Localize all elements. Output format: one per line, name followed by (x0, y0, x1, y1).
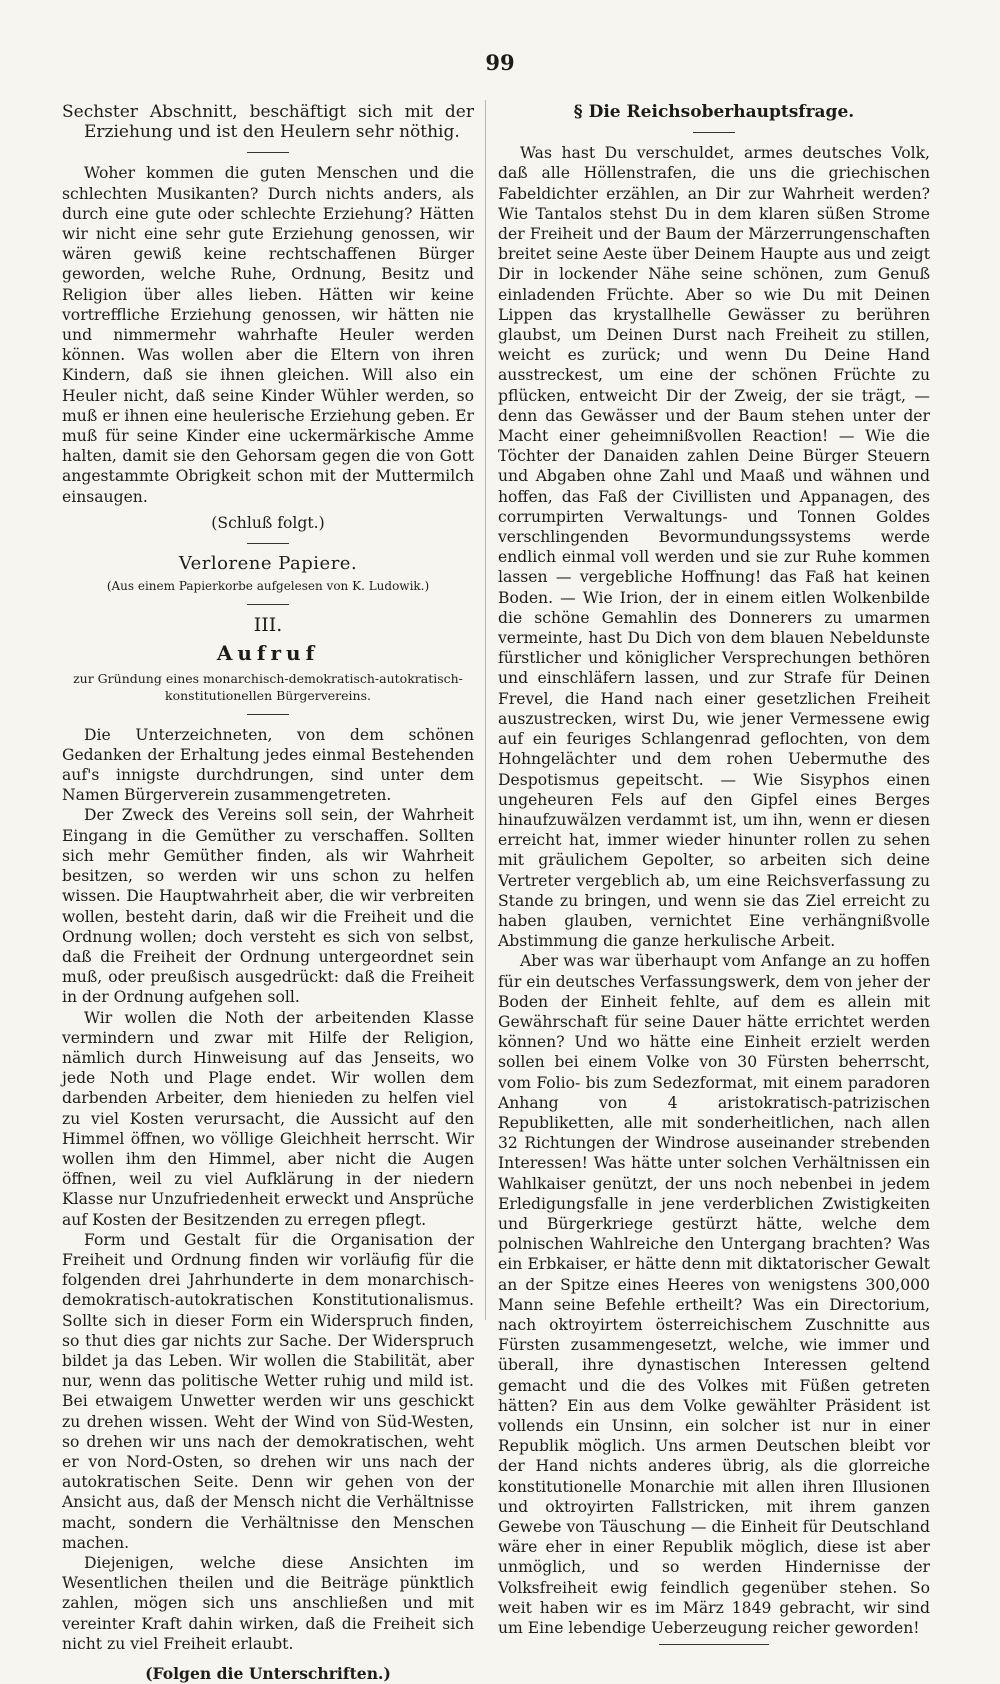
paragraph: Die Unterzeichneten, von dem schönen Gedanken der Erhaltung jedes einmal Bestehenden auf's innigste durchdrungen, sind unter dem Namen Bürgerverein zusammengetreten. (62, 725, 474, 805)
separator (247, 714, 289, 715)
separator (693, 132, 735, 133)
part-numeral: III. (253, 614, 283, 637)
column-divider (485, 100, 486, 1320)
lost-papers-source: (Aus einem Papierkorbe aufgelesen von K. Ludowik.) (106, 579, 430, 594)
end-rule (659, 1644, 769, 1645)
paragraph: Aber was war überhaupt vom Anfange an zu hoffen für ein deutsches Verfassungswerk, dem von jeher der Boden der Einheit fehlte, auf dem es allein mit Gewährschaft für seine Dauer hätte errichtet werden können? Und wo hätte eine Einheit erzielt werden sollen bei einem Volke von 30 Fürsten beherrscht, vom Folio- bis zum Sedezformat, mit einem paradoren Anhang von 4 aristokratisch-patrizischen Republiketten, alle mit sonderheitlichen, nach allen 32 Richtungen der Windrose auseinander strebenden Interessen! Was hätte unter solchen Verhältnissen ein Wahlkaiser genützt, der uns noch nebenbei in jedem Erledigungsfalle in jene verderblichen Zwistigkeiten und Bürgerkriege gestürzt hätte, welche dem polnischen Wahlreiche den Untergang brachten? Was ein Erbkaiser, er hätte denn mit diktatorischer Gewalt an der Spitze eines Heeres von wenigstens 300,000 Mann seine Befehle ertheilt? Was ein Directorium, nach oktroyirtem österreichischem Zuschnitte aus Fürsten zusammengesetzt, welche, wie immer und überall, ihre dynastischen Interessen geltend gemacht und die des Volkes mit Füßen getreten hätten? Ein aus dem Volke gewählter Präsident ist vollends ein Unsinn, ein solcher ist nur in einer Republik möglich. Uns armen Deutschen bleibt vor der Hand nichts anderes übrig, als die glorreiche konstitutionelle Monarchie mit allen ihren Illusionen und oktroyirten Fallstricken, mit ihrem ganzen Gewebe von Täuschung — die Einheit für Deutschland wäre eher in einer Republik möglich, diese ist aber unmöglich, und so werden Hindernisse der Volksfreiheit ewig feindlich gegenüber stehen. So weit haben wir es im März 1849 gebracht, wir sind um Eine lebendige Ueberzeugung reicher geworden! (498, 952, 930, 1638)
paragraph: Woher kommen die guten Menschen und die schlechten Musikanten? Durch nichts anders, als durch eine gute oder schlechte Erziehung? Hätten wir nicht eine sehr gute Erziehung genossen, wir wären gewiß keine rechtschaffenen Bürger geworden, welche Ruhe, Ordnung, Besitz und Religion über alles lieben. Hätten wir keine vortreffliche Erziehung genossen, wir hätten nie und nimmermehr wahrhafte Heuler werden können. Was wollen aber die Eltern von ihren Kindern, daß sie ihnen gleichen. Will also ein Heuler nicht, daß seine Kinder Wühler werden, so muß er ihnen eine heulerische Erziehung geben. Er muß für seine Kinder eine uckermärkische Amme halten, damit sie den Gehorsam gegen die von Gott angestammte Obrigkeit schon mit der Muttermilch einsaugen. (62, 164, 474, 506)
article-title: § Die Reichsoberhauptsfrage. (573, 102, 855, 122)
paragraph: Wir wollen die Noth der arbeitenden Klasse vermindern und zwar mit Hilfe der Religion, nämlich durch Hinweisung auf das Jenseits, wo jede Noth und Plage endet. Wir wollen dem darbenden Arbeiter, dem hienieden zu helfen viel zu viel Kosten verursacht, die Aussicht auf den Himmel öffnen, wo völlige Gleichheit herrscht. Wir wollen ihm den Himmel, aber nicht die Augen öffnen, weil zu viel Aufklärung in der niedern Klasse nur Unzufriedenheit erweckt und Ansprüche auf Kosten der Besitzenden zu erregen pflegt. (62, 1008, 474, 1229)
call-title: Aufruf (216, 641, 320, 666)
paragraph: Form und Gestalt für die Organisation der Freiheit und Ordnung finden wir vorläufig für die folgenden drei Jahrhunderte in dem monarchisch-demokratisch-autokratischen Konstitutionalismus. Sollte sich in dieser Form ein Widerspruch finden, so thut dies gar nichts zur Sache. Der Widerspruch bildet ja das Leben. Wir wollen die Stabilität, aber nur, wenn das politische Wetter ruhig und mild ist. Bei etwaigem Unwetter werden wir uns geschickt zu drehen wissen. Weht der Wind von Süd-Westen, so drehen wir uns nach der demokratischen, weht er von Nord-Osten, so drehen wir uns nach der autokratischen Seite. Denn wir gehen von der Ansicht aus, daß der Mensch nicht die Verhältnisse macht, sondern die Verhältnisse den Menschen machen. (62, 1230, 474, 1552)
left-column (62, 102, 474, 1684)
call-subtitle: zur Gründung eines monarchisch-demokratisch-autokratisch-konstitutionellen Bürgervereins. (73, 670, 463, 703)
paragraph: Der Zweck des Vereins soll sein, der Wahrheit Eingang in die Gemüther zu verschaffen. Sollten sich mehr Gemüther finden, als wir Wahrheit besitzen, so werden wir uns schon zu helfen wissen. Die Hauptwahrheit aber, die wir verbreiten wollen, besteht darin, daß wir die Freiheit und die Ordnung wollen; doch versteht es sich von selbst, daß die Freiheit der Ordnung untergeordnet sein muß, oder preußisch ausgedrückt: daß die Freiheit in der Ordnung aufgehen soll. (62, 806, 474, 1007)
separator (247, 604, 289, 605)
right-column (498, 102, 930, 1651)
section-intro: Sechster Abschnitt, beschäftigt sich mit der Erziehung und ist den Heulern sehr nöthig. (62, 102, 474, 143)
paragraph: Diejenigen, welche diese Ansichten im Wesentlichen theilen und die Beiträge pünktlich zahlen, mögen sich uns anschließen und mit vereinter Kraft dahin wirken, daß die Freiheit sich nicht zu viel Freiheit erlaubt. (62, 1554, 474, 1653)
paragraph: Was hast Du verschuldet, armes deutsches Volk, daß alle Höllenstrafen, die uns die griechischen Fabeldichter erzählen, an Dir zur Wahrheit werden? Wie Tantalos stehst Du in dem klaren süßen Strome der Freiheit und der Baum der Märzerrungenschaften breitet seine Aeste über Deinem Haupte aus und zeigt Dir in lockender Nähe seine schönen, zum Genuß einladenden Früchte. Aber so wie Du mit Deinen Lippen das krystallhelle Gewässer zu berühren glaubst, um Deinen Durst nach Freiheit zu stillen, weicht es zurück; und wenn Du Deine Hand ausstreckest, um eine der schönen Früchte zu pflücken, entweicht Dir der Zweig, der sie trägt, — denn das Gewässer und der Baum stehen unter der Macht einer geheimnißvollen Reaction! — Wie die Töchter der Danaiden zahlen Deine Bürger Steuern und Abgaben ohne Zahl und Maaß und wähnen und hoffen, das Faß der Civillisten und Appanagen, des corrumpirten Verwaltungs- und Tonnen Goldes verschlingenden Bevormundungssystems werde endlich einmal voll werden und sie zur Ruhe kommen lassen — vergebliche Hoffnung! das Faß hat keinen Boden. — Wie Irion, der in einem eitlen Wolkenbilde die schöne Gemahlin des Donnerers zu umarmen vermeinte, hast Du Dich von dem blauen Nebeldunste fürstlicher und königlicher Versprechungen bethören und einschläfern lassen, und zur Strafe für Deinen Frevel, die Hand nach einer gesetzlichen Freiheit auszustrecken, wirst Du, wie jener Vermessene ewig auf ein feuriges Schlangenrad geflochten, von dem Hohngelächter und dem rohen Uebermuthe des Despotismus gepeitscht. — Wie Sisyphos einen ungeheuren Fels auf den Gipfel eines Berges hinaufzuwälzen verdammt ist, um ihn, wenn er diesen erreicht hat, immer wieder hinunter rollen zu sehen mit gräulichem Gepolter, so arbeiten sich deine Vertreter vergeblich ab, um eine Reichsverfassung zu Stande zu bringen, und wenn sie das Ziel erreicht zu haben glauben, vernichtet Eine verhängnißvolle Abstimmung die ganze herkulische Arbeit. (498, 144, 930, 951)
separator (247, 543, 289, 544)
separator (247, 152, 289, 153)
lost-papers-heading: Verlorene Papiere. (178, 553, 358, 575)
to-be-continued: (Schluß folgt.) (211, 513, 325, 532)
page-number: 99 (485, 50, 515, 75)
signatures-note: (Folgen die Unterschriften.) (145, 1664, 391, 1684)
